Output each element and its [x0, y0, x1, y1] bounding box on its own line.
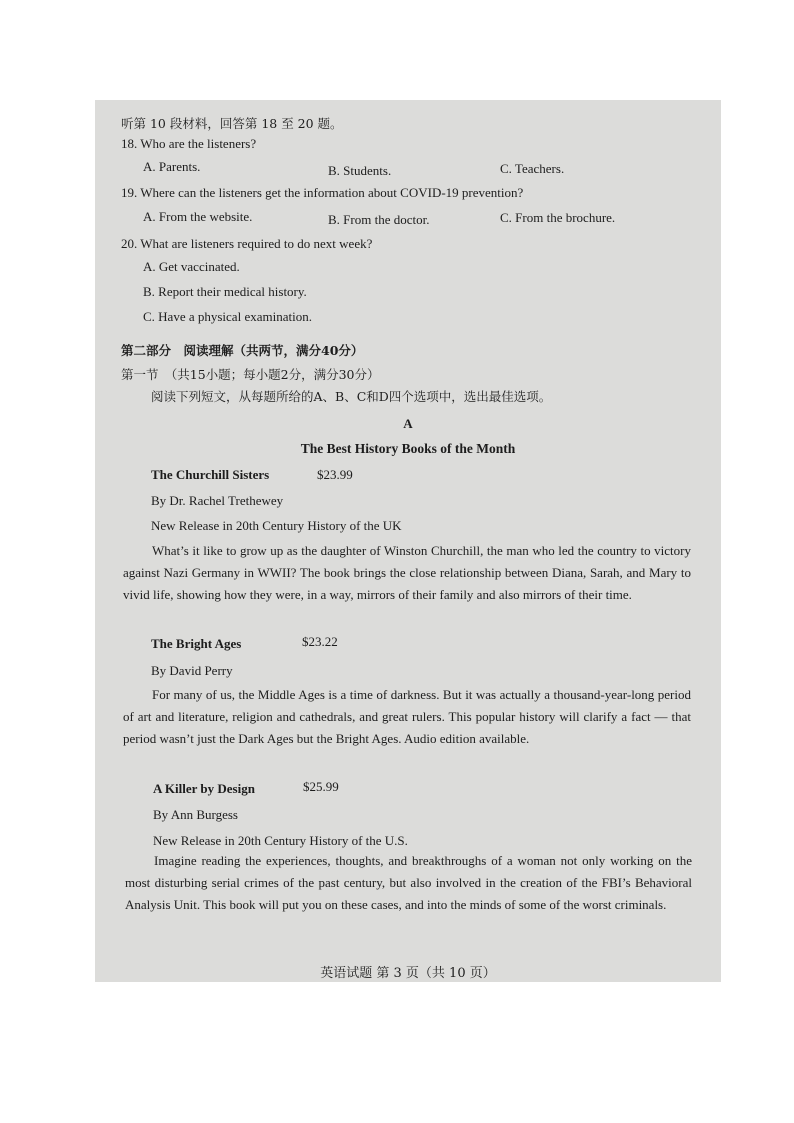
section-one-title: 第一节 （共15小题；每小题2分，满分30分）: [121, 367, 380, 382]
option-20c: C. Have a physical examination.: [143, 309, 312, 324]
option-18a: A. Parents.: [143, 159, 201, 174]
question-19: 19. Where can the listeners get the information about COVID-19 prevention?: [121, 185, 524, 200]
book-price: $25.99: [303, 779, 339, 794]
book-author: By Dr. Rachel Trethewey: [151, 493, 284, 508]
exam-page: [95, 100, 721, 982]
book-author: By Ann Burgess: [153, 807, 238, 822]
option-20a: A. Get vaccinated.: [143, 259, 240, 274]
book-tag: New Release in 20th Century History of the U.S.: [153, 833, 408, 848]
book-description: What’s it like to grow up as the daughter of Winston Churchill, the man who led the country to victory against Nazi Germany in WWII? The book brings the close relationship between Diana, Sarah, and Mary to vivid life, showing how they were, in a way, mirrors of their family and also mirrors of their time.: [123, 543, 691, 602]
question-20: 20. What are listeners required to do next week?: [121, 236, 373, 251]
part-two-title: 第二部分 阅读理解（共两节，满分40分）: [121, 343, 364, 358]
page-footer: 英语试题 第 3 页（共 10 页）: [320, 966, 496, 981]
option-19b: B. From the doctor.: [328, 212, 430, 227]
book-description: For many of us, the Middle Ages is a time of darkness. But it was actually a thousand-year-long period of art and literature, religion and cathedrals, and great rulers. This popular history will clarify a fact — that period wasn’t just the Dark Ages but the Bright Ages. Audio edition available.: [123, 687, 691, 746]
passage-title: The Best History Books of the Month: [300, 441, 516, 456]
book-price: $23.99: [317, 467, 353, 482]
option-18c: C. Teachers.: [500, 161, 565, 176]
book-title: The Bright Ages: [151, 636, 242, 651]
option-19a: A. From the website.: [143, 209, 253, 224]
book-title: The Churchill Sisters: [151, 467, 270, 482]
option-20b: B. Report their medical history.: [143, 284, 307, 299]
option-18b: B. Students.: [328, 163, 392, 178]
book-author: By David Perry: [151, 663, 233, 678]
book-description: Imagine reading the experiences, thoughts, and breakthroughs of a woman not only working on the most disturbing serial crimes of the past century, but also involved in the creation of the FBI’s Behavioral Analysis Unit. This book will put you on these cases, and into the minds of some of the worst criminals.: [125, 853, 692, 912]
passage-letter: A: [403, 416, 413, 431]
book-title: A Killer by Design: [153, 781, 255, 796]
question-18: 18. Who are the listeners?: [121, 136, 257, 151]
option-19c: C. From the brochure.: [500, 210, 616, 225]
listening-intro: 听第 10 段材料，回答第 18 至 20 题。: [121, 116, 343, 131]
reading-instruction: 阅读下列短文，从每题所给的A、B、C和D四个选项中，选出最佳选项。: [151, 389, 552, 404]
book-price: $23.22: [302, 634, 338, 649]
book-tag: New Release in 20th Century History of the UK: [151, 518, 402, 533]
